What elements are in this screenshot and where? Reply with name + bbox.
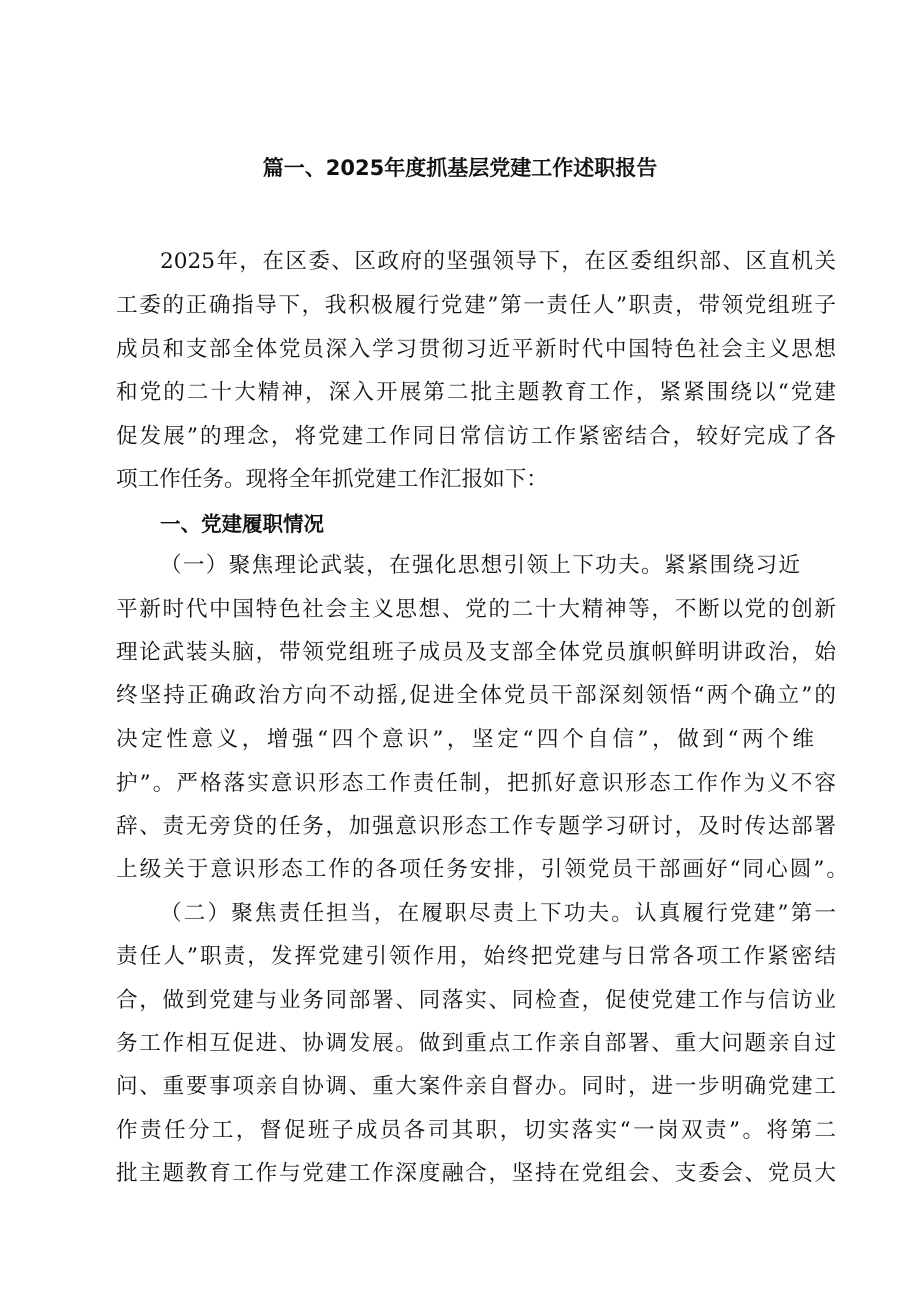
paragraph-2-line-1: （一）聚焦理论武装，在强化思想引领上下功夫。紧紧围绕习近	[160, 553, 800, 578]
paragraph-3-line-7: 批主题教育工作与党建工作深度融合，坚持在党组会、支委会、党员大	[116, 1161, 836, 1186]
paragraph-2-line-5: 决定性意义，增强“四个意识”，坚定“四个自信”，做到“两个维	[116, 727, 814, 752]
paragraph-1-line-6: 项工作任务。现将全年抓党建工作汇报如下：	[116, 467, 548, 492]
paragraph-3-line-1: （二）聚焦责任担当，在履职尽责上下功夫。认真履行党建”第一	[160, 901, 836, 926]
paragraph-2-line-7: 辞、责无旁贷的任务，加强意识形态工作专题学习研讨，及时传达部署	[116, 814, 836, 839]
paragraph-2-line-3: 理论武装头脑，带领党组班子成员及支部全体党员旗帜鲜明讲政治，始	[116, 640, 836, 665]
paragraph-3-line-2: 责任人”职责，发挥党建引领作用，始终把党建与日常各项工作紧密结	[116, 944, 836, 969]
section-heading: 一、党建履职情况	[160, 512, 324, 536]
paragraph-2-line-6: 护”。严格落实意识形态工作责任制，把抓好意识形态工作作为义不容	[116, 771, 836, 796]
paragraph-1-line-5: 促发展”的理念，将党建工作同日常信访工作紧密结合，较好完成了各	[116, 424, 836, 449]
paragraph-2-line-4: 终坚持正确政治方向不动摇,促进全体党员干部深刻领悟“两个确立”的	[116, 683, 836, 708]
paragraph-1-line-1: 2025年，在区委、区政府的坚强领导下，在区委组织部、区直机关	[160, 249, 836, 274]
paragraph-3-line-4: 务工作相互促进、协调发展。做到重点工作亲自部署、重大问题亲自过	[116, 1031, 836, 1056]
paragraph-3-line-3: 合，做到党建与业务同部署、同落实、同检查，促使党建工作与信访业	[116, 988, 836, 1013]
paragraph-2-line-2: 平新时代中国特色社会主义思想、党的二十大精神等，不断以党的创新	[116, 597, 836, 622]
document-title: 篇一、2025年度抓基层党建工作述职报告	[262, 156, 658, 180]
paragraph-1-line-3: 成员和支部全体党员深入学习贯彻习近平新时代中国特色社会主义思想	[116, 337, 836, 362]
paragraph-3-line-5: 问、重要事项亲自协调、重大案件亲自督办。同时，进一步明确党建工	[116, 1074, 836, 1099]
paragraph-2-line-8: 上级关于意识形态工作的各项任务安排，引领党员干部画好“同心圆”。	[116, 857, 848, 882]
paragraph-3-line-6: 作责任分工，督促班子成员各司其职，切实落实“一岗双责”。将第二	[116, 1118, 836, 1143]
paragraph-1-line-4: 和党的二十大精神，深入开展第二批主题教育工作，紧紧围绕以“党建	[116, 380, 836, 405]
paragraph-1-line-2: 工委的正确指导下，我积极履行党建”第一责任人”职责，带领党组班子	[116, 293, 836, 318]
